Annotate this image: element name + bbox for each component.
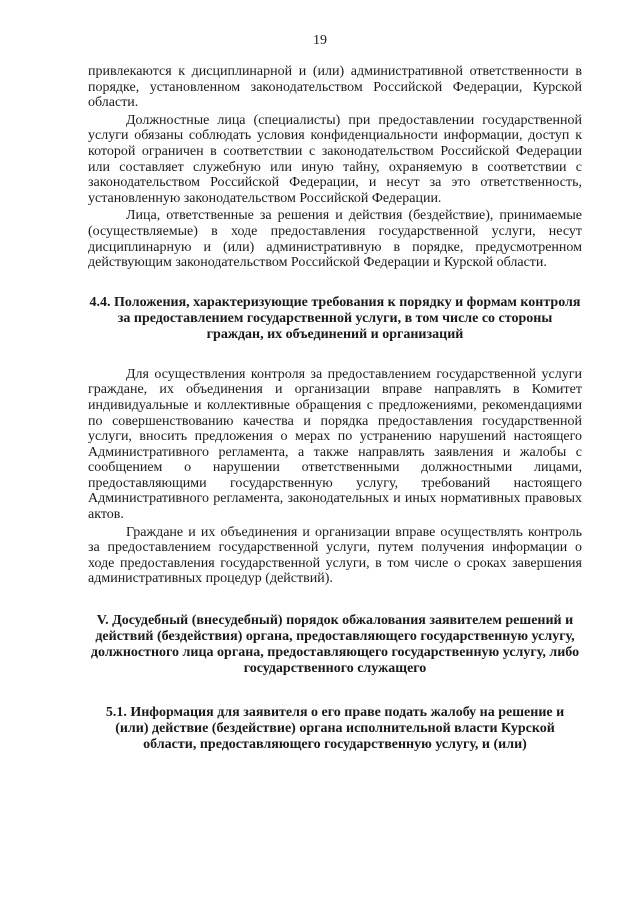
paragraph-responsible-persons: Лица, ответственные за решения и действия (бездействие), принимаемые (осуществляемые) в ходе предоставления государственной услуги, несут дисциплинарную и (или) административную в порядке, предусмотренном действующим законодательством Российской Федерации и Курской области.	[88, 208, 582, 271]
document-body	[88, 60, 582, 753]
page-number: 19	[313, 33, 327, 48]
paragraph-citizen-information: Граждане и их объединения и организации вправе осуществлять контроль за предоставлением государственной услуги, путем получения информации о ходе предоставления государственной услуги, в том числе о сроках завершения административных процедур (действий).	[88, 524, 582, 587]
section-heading-v: V. Досудебный (внесудебный) порядок обжалования заявителем решений и действий (бездействия) органа, предоставляющего государственную услугу, должностного лица органа, предоставляющего государственную услугу, либо государственного служащего	[90, 613, 580, 677]
section-heading-4-4: 4.4. Положения, характеризующие требования к порядку и формам контроля за предоставлением государственной услуги, в том числе со стороны граждан, их объединений и организаций	[89, 294, 581, 342]
section-heading-5-1: 5.1. Информация для заявителя о его праве подать жалобу на решение и (или) действие (бездействие) органа исполнительной власти Курской области, предоставляющего государственную услугу, и (или)	[105, 705, 565, 753]
paragraph-confidentiality: Должностные лица (специалисты) при предоставлении государственной услуги обязаны соблюдать условия конфиденциальности информации, доступ к которой ограничен в соответствии с законодательством Российской Федерации или составляет служебную или иную тайну, охраняемую в соответствии с законодательством Российской Федерации, и несут за это ответственность, установленную законодательством Российской Федерации.	[88, 112, 582, 206]
paragraph-liability: привлекаются к дисциплинарной и (или) административной ответственности в порядке, установленном законодательством Российской Федерации, Курской области.	[88, 64, 582, 111]
paragraph-citizen-control: Для осуществления контроля за предоставлением государственной услуги граждане, их объединения и организации вправе направлять в Комитет индивидуальные и коллективные обращения с предложениями, рекомендациями по совершенствованию качества и порядка предоставления государственной услуги, вносить предложения о мерах по устранению нарушений настоящего Административного регламента, а также направлять заявления и жалобы с сообщением о нарушении ответственными должностными лицами, предоставляющими государственную услугу, требований настоящего Административного регламента, законодательных и иных нормативных правовых актов.	[88, 366, 582, 523]
